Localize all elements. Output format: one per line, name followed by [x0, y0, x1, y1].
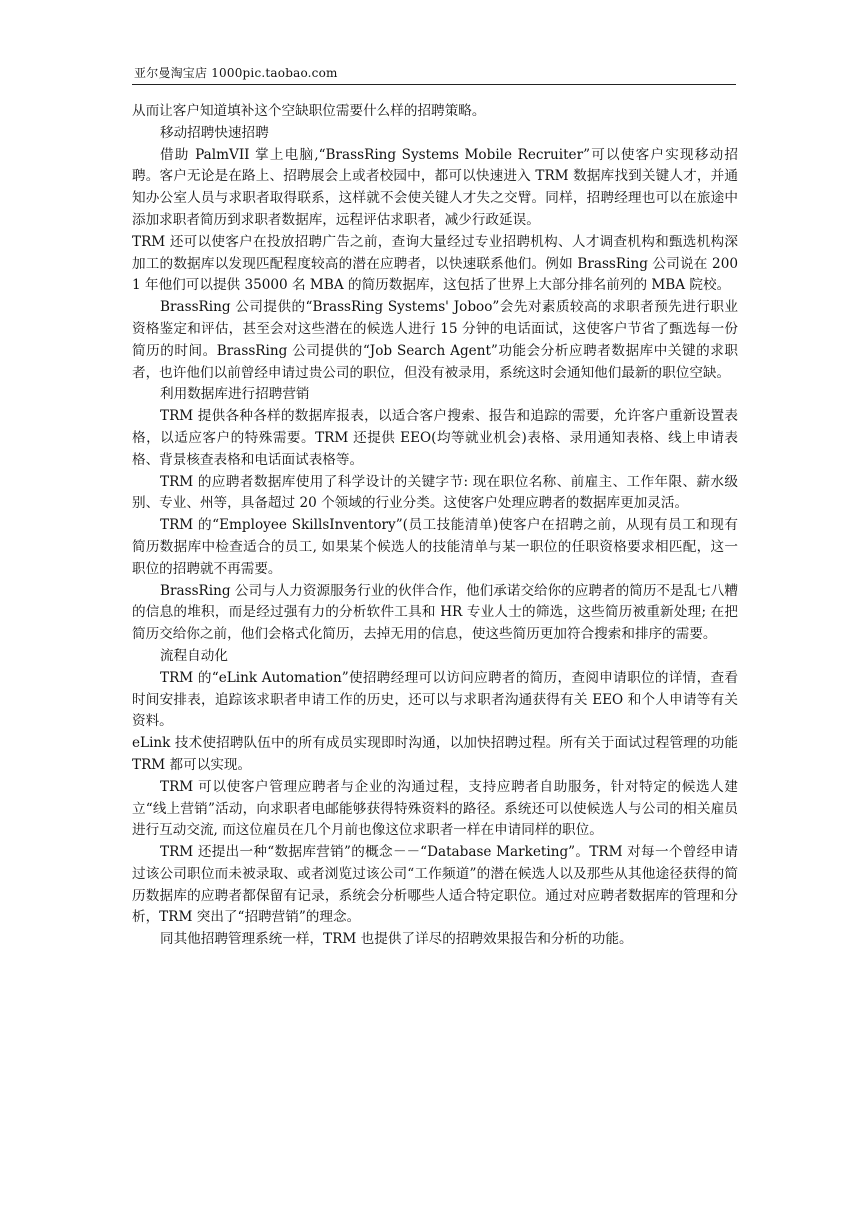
- paragraph: TRM 的“eLink Automation”使招聘经理可以访问应聘者的简历，查阅申请职位的详情，查看时间安排表，追踪该求职者申请工作的历史，还可以与求职者沟通获得有关 EEO 和个人申请等有关资料。: [132, 669, 738, 730]
- paragraph: BrassRing 公司提供的“BrassRing Systems' Joboo”会先对素质较高的求职者预先进行职业资格鉴定和评估，甚至会对这些潜在的候选人进行 15 分钟的电话面试，这使客户节省了甄选每一份简历的时间。BrassRing 公司提供的“Job Search Agent”功能会分析应聘者数据库中关键的求职者，也许他们以前曾经申请过贵公司的职位，但没有被录用，系统这时会通知他们最新的职位空缺。: [132, 299, 738, 381]
- paragraph: TRM 提供各种各样的数据库报表，以适合客户搜索、报告和追踪的需要，允许客户重新设置表格，以适应客户的特殊需要。TRM 还提供 EEO(均等就业机会)表格、录用通知表格、线上申请表格、背景核查表格和电话面试表格等。: [132, 408, 738, 468]
- paragraph: TRM 还可以使客户在投放招聘广告之前，查询大量经过专业招聘机构、人才调查机构和甄选机构深加工的数据库以发现匹配程度较高的潜在应聘者，以快速联系他们。例如 BrassRing 公司说在 2001 年他们可以提供 35000 名 MBA 的简历数据库，这包括了世界上大部分排名前列的 MBA 院校。: [132, 233, 738, 294]
- page-header: [132, 64, 736, 85]
- header-text: 亚尔曼淘宝店 1000pic.taobao.com: [134, 66, 338, 80]
- paragraph: 同其他招聘管理系统一样，TRM 也提供了详尽的招聘效果报告和分析的功能。: [160, 931, 633, 948]
- paragraph: 从而让客户知道填补这个空缺职位需要什么样的招聘策略。: [132, 103, 486, 119]
- paragraph: BrassRing 公司与人力资源服务行业的伙伴合作，他们承诺交给你的应聘者的简历不是乱七八糟的信息的堆积，而是经过强有力的分析软件工具和 HR 专业人士的筛选，这些简历被重新处理; 在把简历交给你之前，他们会格式化简历，去掉无用的信息，使这些简历更加符合搜索和排序的需要。: [132, 582, 738, 643]
- paragraph: 借助 PalmVII 掌上电脑,“BrassRing Systems Mobile Recruiter”可以使客户实现移动招聘。客户无论是在路上、招聘展会上或者校园中，都可以快速进入 TRM 数据库找到关键人才，并通知办公室人员与求职者取得联系，这样就不会使关键人才失之交臂。同样，招聘经理也可以在旅途中添加求职者简历到求职者数据库，远程评估求职者，减少行政延误。: [132, 146, 738, 228]
- section-heading: 移动招聘快速招聘: [160, 124, 269, 141]
- section-heading: 利用数据库进行招聘营销: [160, 386, 310, 403]
- paragraph: TRM 还提出一种“数据库营销”的概念－－“Database Marketing”。TRM 对每一个曾经申请过该公司职位而未被录取、或者浏览过该公司“工作频道”的潜在候选人以及那些从其他途径获得的简历数据库的应聘者都保留有记录，系统会分析哪些人适合特定职位。通过对应聘者数据库的管理和分析，TRM 突出了“招聘营销”的理念。: [132, 844, 738, 926]
- paragraph: eLink 技术使招聘队伍中的所有成员实现即时沟通，以加快招聘过程。所有关于面试过程管理的功能 TRM 都可以实现。: [132, 735, 738, 773]
- paragraph: TRM 的应聘者数据库使用了科学设计的关键字节: 现在职位名称、前雇主、工作年限、薪水级别、专业、州等，具备超过 20 个领域的行业分类。这使客户处理应聘者的数据库更加灵活。: [132, 473, 738, 512]
- section-heading: 流程自动化: [160, 647, 228, 664]
- paragraph: TRM 可以使客户管理应聘者与企业的沟通过程，支持应聘者自助服务，针对特定的候选人建立“线上营销”活动，向求职者电邮能够获得特殊资料的路径。系统还可以使候选人与公司的相关雇员进行互动交流, 而这位雇员在几个月前也像这位求职者一样在申请同样的职位。: [132, 778, 738, 839]
- document-body: [132, 101, 738, 951]
- paragraph: TRM 的“Employee SkillsInventory”(员工技能清单)使客户在招聘之前，从现有员工和现有简历数据库中检查适合的员工, 如果某个候选人的技能清单与某一职位的任职资格要求相匹配，这一职位的招聘就不再需要。: [132, 517, 738, 577]
